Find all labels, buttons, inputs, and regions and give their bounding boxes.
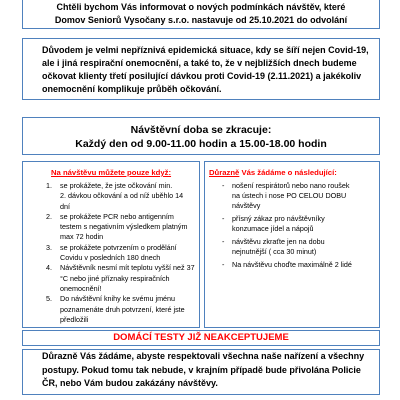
condition-item: [23, 294, 199, 325]
condition-text: [60, 181, 183, 212]
reason-line: očkovat klienty třetí posilující dávkou proti Covid-19 (2.11.2021) a jakékoliv: [42, 71, 362, 81]
visiting-hours-heading: Návštěvní doba se zkracuje:: [130, 124, 272, 136]
request-line: nejnutnější ( cca 30 minut): [232, 247, 317, 256]
visitor-requests-box: [204, 161, 380, 328]
condition-item: [23, 212, 199, 243]
condition-line: dní: [60, 201, 70, 211]
request-line: - nošení respirátorů nebo nano roušek: [232, 181, 350, 190]
request-line: - Na návštěvu choďte maximálně 2 lidé: [232, 260, 352, 269]
visit-conditions-list: [23, 181, 199, 325]
condition-text: [60, 294, 185, 325]
condition-text: [60, 212, 187, 243]
condition-line: Covidu v posledních 180 dnech: [60, 253, 161, 263]
visitor-requests-heading: [205, 168, 379, 178]
home-tests-notice: DOMÁCÍ TESTY JIŽ NEAKCEPTUJEME: [22, 330, 380, 346]
condition-number: 5.: [46, 294, 52, 304]
condition-number: 4.: [46, 263, 52, 273]
condition-number: 1.: [46, 181, 52, 190]
warning-line: Důrazně Vás žádáme, abyste respektovali všechna naše nařízení a všechny: [42, 351, 365, 361]
condition-item: [23, 181, 199, 212]
condition-item: [23, 243, 199, 264]
intro-box: [22, 0, 380, 29]
condition-number: 2.: [46, 211, 52, 221]
condition-line: onemocnění!: [60, 283, 102, 293]
condition-line: se prokážete potvrzením o prodělání: [60, 242, 177, 252]
condition-line: testem s negativním výsledkem platným: [60, 222, 188, 232]
request-line: na ústech i nose PO CELOU DOBU: [232, 191, 347, 200]
request-line: - přísný zákaz pro návštěvníky: [232, 214, 325, 223]
condition-line: se prokážete PCR nebo antigenním: [60, 211, 174, 221]
condition-item: [23, 263, 199, 294]
intro-line: Domov Seniorů Vysočany s.r.o. nastavuje od 25.10.2021 do odvolání: [54, 15, 348, 25]
condition-line: předložili: [60, 314, 89, 324]
reason-line: onemocnění komplikuje průběh očkování.: [42, 84, 222, 94]
reason-line: Důvodem je velmi nepříznivá epidemická situace, kdy se šíří nejen Covid-19,: [42, 45, 369, 55]
request-item: [205, 237, 379, 257]
request-line: konzumace jídel a nápojů: [232, 224, 314, 233]
visitor-requests-list: [205, 181, 379, 270]
condition-line: max 72 hodin: [60, 232, 104, 242]
condition-line: Návštěvník nesmí mít teplotu vyšší než 37: [60, 263, 195, 273]
condition-line: 2. dávkou očkování a od níž uběhlo 14: [60, 191, 184, 201]
visiting-hours-box: [22, 117, 380, 155]
warning-box: [22, 349, 380, 395]
reason-line: ale i jiná respirační onemocnění, a také to, že v nejbližších dnech budeme: [42, 58, 357, 68]
heading-rest: Vás žádáme o následující:: [241, 168, 337, 177]
request-item: [205, 181, 379, 211]
request-line: - návštěvu zkraťte jen na dobu: [232, 237, 325, 246]
condition-line: se prokážete, že jste očkování min.: [60, 181, 173, 190]
warning-line: postupy. Pokud tomu tak nebude, v krajním případě bude přivolána Policie: [42, 364, 361, 375]
condition-line: °C nebo jiné příznaky respiračních: [60, 273, 170, 283]
request-item: [205, 214, 379, 234]
reason-box: [22, 38, 380, 100]
visiting-hours-schedule: Každý den od 9.00-11.00 hodin a 15.00-18.00 hodin: [75, 138, 327, 150]
condition-text: [60, 243, 177, 264]
intro-line: Chtěli bychom Vás informovat o nových podmínkách návštěv, které: [56, 2, 346, 12]
condition-line: Do návštěvní knihy ke svému jménu: [60, 294, 176, 304]
request-item: [205, 260, 379, 270]
request-line: návštěvy: [232, 201, 261, 210]
condition-number: 3.: [46, 242, 52, 252]
condition-line: poznamenáte druh potvrzení, které jste: [60, 304, 185, 314]
heading-emphasis: Důrazně: [209, 168, 240, 177]
visit-conditions-heading: Na návštěvu můžete pouze když:: [51, 168, 172, 177]
condition-text: [60, 263, 195, 294]
warning-line: ČR, nebo Vám budou zakázány návštěvy.: [42, 378, 218, 388]
visit-conditions-box: [22, 161, 200, 328]
